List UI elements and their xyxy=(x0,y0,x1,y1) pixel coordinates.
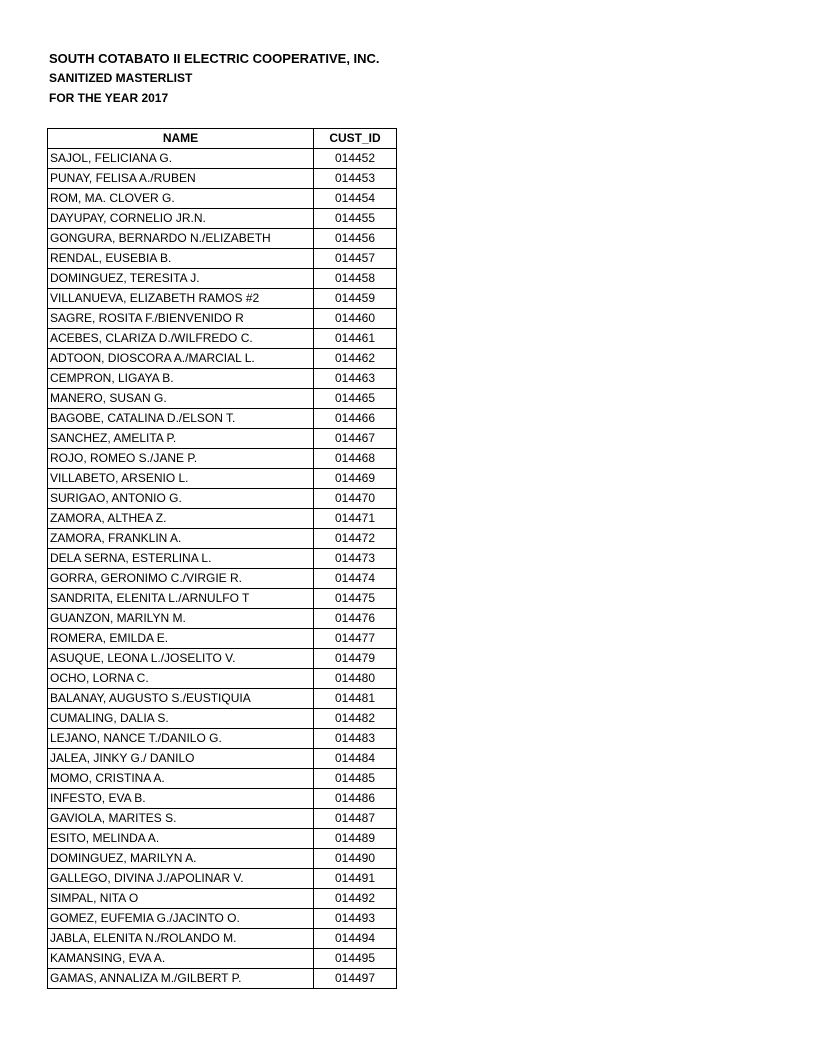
customer-name-cell: GUANZON, MARILYN M. xyxy=(48,609,314,629)
list-title: SANITIZED MASTERLIST xyxy=(49,71,193,85)
customer-id-cell: 014475 xyxy=(314,589,397,609)
customer-id-cell: 014461 xyxy=(314,329,397,349)
table-row xyxy=(48,229,397,249)
customer-name-cell: LEJANO, NANCE T./DANILO G. xyxy=(48,729,314,749)
table-row xyxy=(48,309,397,329)
column-header-cust-id: CUST_ID xyxy=(314,129,397,149)
customer-name-cell: SAJOL, FELICIANA G. xyxy=(48,149,314,169)
customer-name-cell: GAMAS, ANNALIZA M./GILBERT P. xyxy=(48,969,314,989)
table-row xyxy=(48,689,397,709)
customer-name-cell: SAGRE, ROSITA F./BIENVENIDO R xyxy=(48,309,314,329)
customer-id-cell: 014469 xyxy=(314,469,397,489)
customer-id-cell: 014489 xyxy=(314,829,397,849)
customer-id-cell: 014457 xyxy=(314,249,397,269)
customer-name-cell: GORRA, GERONIMO C./VIRGIE R. xyxy=(48,569,314,589)
table-row xyxy=(48,769,397,789)
customer-id-cell: 014483 xyxy=(314,729,397,749)
customer-name-cell: PUNAY, FELISA A./RUBEN xyxy=(48,169,314,189)
customer-id-cell: 014468 xyxy=(314,449,397,469)
customer-name-cell: SANDRITA, ELENITA L./ARNULFO T xyxy=(48,589,314,609)
table-row xyxy=(48,329,397,349)
table-row xyxy=(48,949,397,969)
table-row xyxy=(48,369,397,389)
customer-name-cell: RENDAL, EUSEBIA B. xyxy=(48,249,314,269)
customer-id-cell: 014494 xyxy=(314,929,397,949)
customer-name-cell: ROJO, ROMEO S./JANE P. xyxy=(48,449,314,469)
customer-name-cell: VILLANUEVA, ELIZABETH RAMOS #2 xyxy=(48,289,314,309)
customer-id-cell: 014467 xyxy=(314,429,397,449)
customer-id-cell: 014490 xyxy=(314,849,397,869)
table-row xyxy=(48,389,397,409)
customer-id-cell: 014485 xyxy=(314,769,397,789)
table-row xyxy=(48,209,397,229)
table-row xyxy=(48,289,397,309)
table-row xyxy=(48,609,397,629)
table-row xyxy=(48,249,397,269)
customer-id-cell: 014495 xyxy=(314,949,397,969)
customer-id-cell: 014455 xyxy=(314,209,397,229)
customer-name-cell: MOMO, CRISTINA A. xyxy=(48,769,314,789)
customer-name-cell: JABLA, ELENITA N./ROLANDO M. xyxy=(48,929,314,949)
customer-id-cell: 014493 xyxy=(314,909,397,929)
customer-id-cell: 014458 xyxy=(314,269,397,289)
table-row xyxy=(48,709,397,729)
customer-name-cell: ASUQUE, LEONA L./JOSELITO V. xyxy=(48,649,314,669)
customer-id-cell: 014466 xyxy=(314,409,397,429)
customer-name-cell: ROMERA, EMILDA E. xyxy=(48,629,314,649)
customer-id-cell: 014471 xyxy=(314,509,397,529)
customer-id-cell: 014470 xyxy=(314,489,397,509)
year-line: FOR THE YEAR 2017 xyxy=(49,91,169,105)
customer-name-cell: JALEA, JINKY G./ DANILO xyxy=(48,749,314,769)
customer-name-cell: SANCHEZ, AMELITA P. xyxy=(48,429,314,449)
customer-id-cell: 014462 xyxy=(314,349,397,369)
customer-name-cell: OCHO, LORNA C. xyxy=(48,669,314,689)
customer-id-cell: 014453 xyxy=(314,169,397,189)
table-row xyxy=(48,829,397,849)
customer-name-cell: DAYUPAY, CORNELIO JR.N. xyxy=(48,209,314,229)
table-row xyxy=(48,269,397,289)
customer-name-cell: ZAMORA, FRANKLIN A. xyxy=(48,529,314,549)
table-row xyxy=(48,669,397,689)
customer-id-cell: 014454 xyxy=(314,189,397,209)
table-row xyxy=(48,149,397,169)
customer-id-cell: 014472 xyxy=(314,529,397,549)
table-row xyxy=(48,449,397,469)
customer-id-cell: 014491 xyxy=(314,869,397,889)
customer-name-cell: ESITO, MELINDA A. xyxy=(48,829,314,849)
customer-id-cell: 014497 xyxy=(314,969,397,989)
customer-name-cell: SURIGAO, ANTONIO G. xyxy=(48,489,314,509)
table-row xyxy=(48,789,397,809)
customer-id-cell: 014456 xyxy=(314,229,397,249)
customer-id-cell: 014463 xyxy=(314,369,397,389)
customer-name-cell: ACEBES, CLARIZA D./WILFREDO C. xyxy=(48,329,314,349)
table-row xyxy=(48,549,397,569)
column-header-name: NAME xyxy=(48,129,314,149)
table-row xyxy=(48,629,397,649)
table-row xyxy=(48,729,397,749)
table-row xyxy=(48,649,397,669)
document-header xyxy=(49,50,380,110)
table-row xyxy=(48,929,397,949)
table-row xyxy=(48,349,397,369)
table-row xyxy=(48,169,397,189)
table-row xyxy=(48,189,397,209)
customer-id-cell: 014486 xyxy=(314,789,397,809)
customer-id-cell: 014465 xyxy=(314,389,397,409)
customer-id-cell: 014492 xyxy=(314,889,397,909)
header-row xyxy=(48,129,397,149)
table-row xyxy=(48,809,397,829)
masterlist-table xyxy=(47,128,397,989)
customer-name-cell: GAVIOLA, MARITES S. xyxy=(48,809,314,829)
table-row xyxy=(48,909,397,929)
customer-id-cell: 014479 xyxy=(314,649,397,669)
customer-id-cell: 014477 xyxy=(314,629,397,649)
customer-name-cell: ADTOON, DIOSCORA A./MARCIAL L. xyxy=(48,349,314,369)
customer-name-cell: ROM, MA. CLOVER G. xyxy=(48,189,314,209)
table-row xyxy=(48,889,397,909)
customer-id-cell: 014473 xyxy=(314,549,397,569)
customer-id-cell: 014482 xyxy=(314,709,397,729)
table-row xyxy=(48,749,397,769)
customer-id-cell: 014460 xyxy=(314,309,397,329)
table-row xyxy=(48,869,397,889)
customer-name-cell: MANERO, SUSAN G. xyxy=(48,389,314,409)
customer-id-cell: 014459 xyxy=(314,289,397,309)
customer-name-cell: DELA SERNA, ESTERLINA L. xyxy=(48,549,314,569)
table-row xyxy=(48,469,397,489)
customer-id-cell: 014474 xyxy=(314,569,397,589)
customer-name-cell: CEMPRON, LIGAYA B. xyxy=(48,369,314,389)
customer-name-cell: BALANAY, AUGUSTO S./EUSTIQUIA xyxy=(48,689,314,709)
customer-name-cell: GONGURA, BERNARDO N./ELIZABETH xyxy=(48,229,314,249)
customer-name-cell: BAGOBE, CATALINA D./ELSON T. xyxy=(48,409,314,429)
customer-id-cell: 014452 xyxy=(314,149,397,169)
table-row xyxy=(48,429,397,449)
customer-id-cell: 014487 xyxy=(314,809,397,829)
table-row xyxy=(48,589,397,609)
customer-name-cell: GOMEZ, EUFEMIA G./JACINTO O. xyxy=(48,909,314,929)
customer-name-cell: SIMPAL, NITA O xyxy=(48,889,314,909)
customer-name-cell: DOMINGUEZ, TERESITA J. xyxy=(48,269,314,289)
table-row xyxy=(48,849,397,869)
customer-name-cell: GALLEGO, DIVINA J./APOLINAR V. xyxy=(48,869,314,889)
table-row xyxy=(48,569,397,589)
customer-name-cell: KAMANSING, EVA A. xyxy=(48,949,314,969)
customer-id-cell: 014480 xyxy=(314,669,397,689)
table-row xyxy=(48,509,397,529)
company-name: SOUTH COTABATO II ELECTRIC COOPERATIVE, INC. xyxy=(49,51,380,66)
table-row xyxy=(48,409,397,429)
customer-name-cell: DOMINGUEZ, MARILYN A. xyxy=(48,849,314,869)
customer-id-cell: 014484 xyxy=(314,749,397,769)
table-row xyxy=(48,489,397,509)
customer-name-cell: ZAMORA, ALTHEA Z. xyxy=(48,509,314,529)
table-row xyxy=(48,529,397,549)
customer-id-cell: 014476 xyxy=(314,609,397,629)
customer-name-cell: INFESTO, EVA B. xyxy=(48,789,314,809)
customer-name-cell: VILLABETO, ARSENIO L. xyxy=(48,469,314,489)
customer-id-cell: 014481 xyxy=(314,689,397,709)
table-body xyxy=(48,149,397,989)
table-row xyxy=(48,969,397,989)
customer-name-cell: CUMALING, DALIA S. xyxy=(48,709,314,729)
